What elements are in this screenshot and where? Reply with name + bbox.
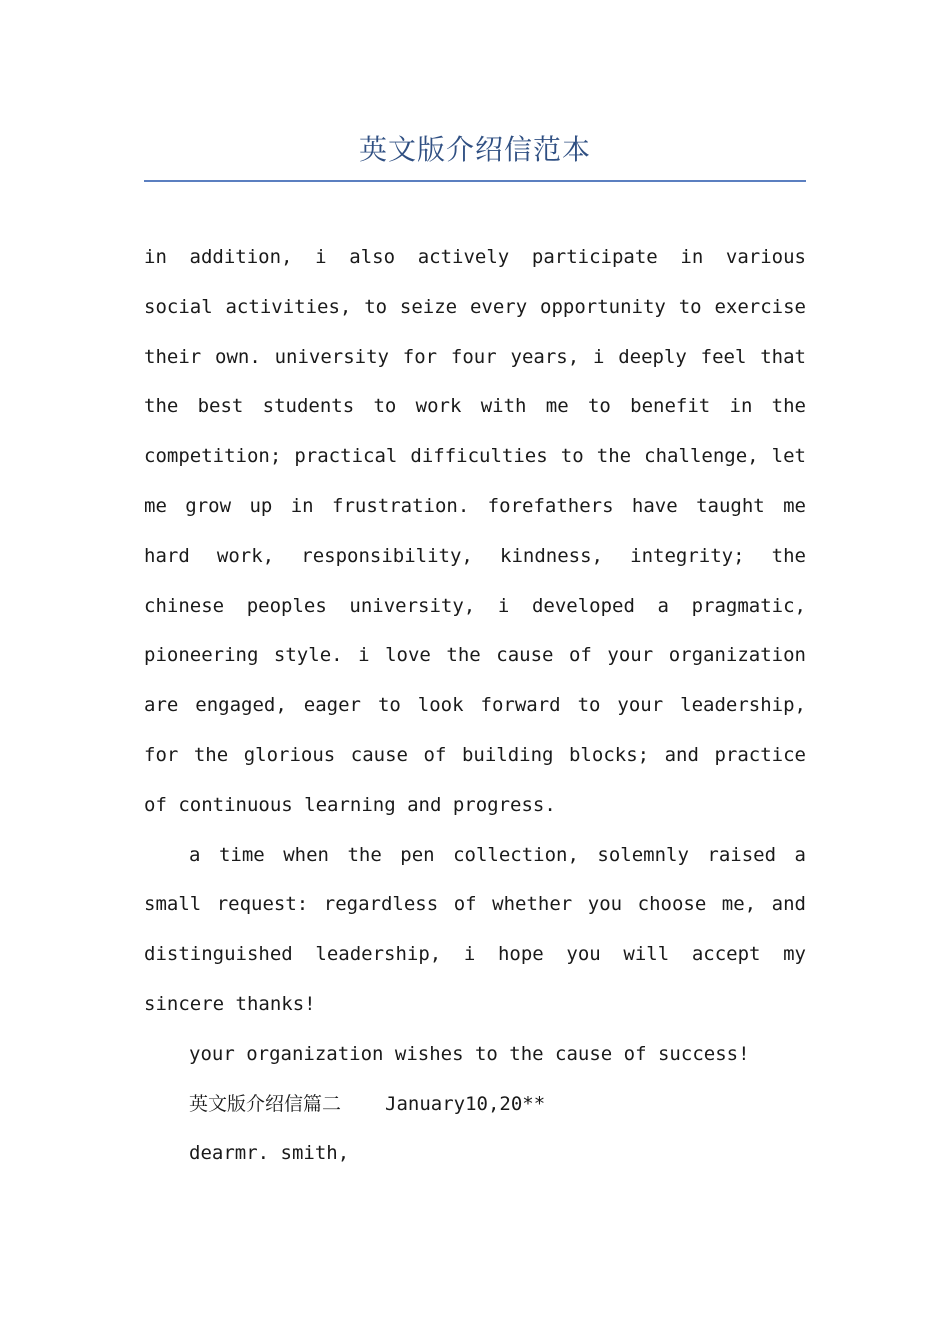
body-paragraph-1: in addition, i also actively participate in various social activities, to seize every opportunity to exercise their own. university for four years, i deeply feel that the best students to work with me to benefit in the competition; practical difficulties to the challenge, let me grow up in frustration. forefathers have taught me hard work, responsibility, kindness, integrity; the chinese peoples university, i developed a pragmatic, pioneering style. i love the cause of your organization are engaged, eager to look forward to your leadership, for the glorious cause of building blocks; and practice of continuous learning and progress.	[144, 246, 806, 816]
section-heading: 英文版介绍信篇二	[189, 1092, 342, 1115]
body-paragraph-3: your organization wishes to the cause of success!	[189, 1042, 750, 1065]
section-heading-line	[144, 1080, 806, 1130]
letter-date: January10,20**	[385, 1092, 546, 1115]
salutation: dearmr. smith,	[189, 1142, 350, 1165]
title-underline	[144, 180, 806, 182]
document-body	[144, 233, 806, 1179]
document-title: 英文版介绍信范本	[358, 133, 591, 166]
body-paragraph-2: a time when the pen collection, solemnly raised a small request: regardless of whether you choose me, and distinguished leadership, i hope you will accept my sincere thanks!	[144, 843, 806, 1015]
